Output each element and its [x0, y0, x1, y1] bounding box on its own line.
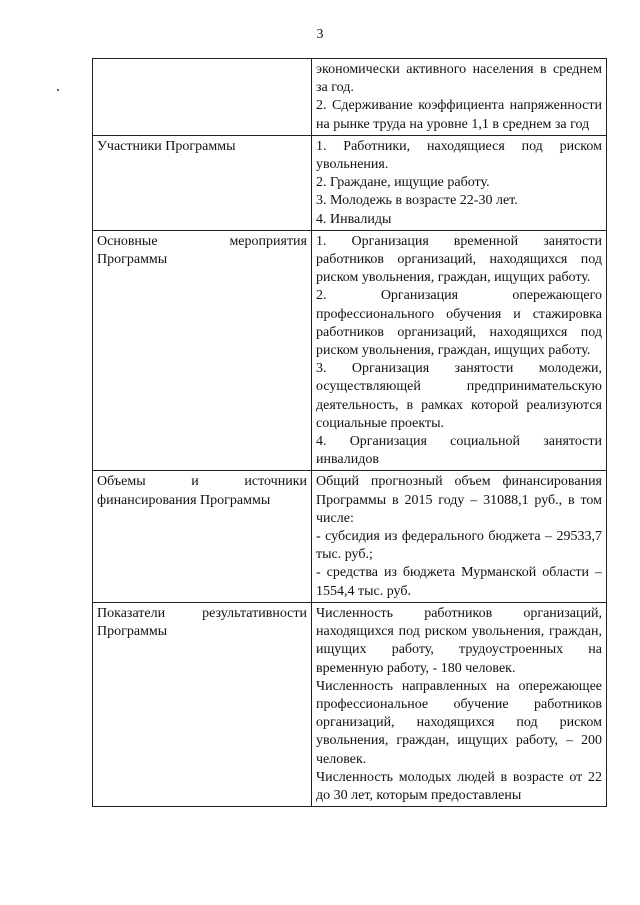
- content-paragraph: 1. Работники, находящиеся под риском увольнения.: [316, 138, 602, 173]
- content-paragraph: 1. Организация временной занятости работников организаций, находящихся под риском увольнения, граждан, ищущих работу.: [316, 233, 602, 286]
- content-paragraph: 3. Молодежь в возрасте 22-30 лет.: [316, 193, 518, 209]
- content-paragraph: - субсидия из федерального бюджета – 29533,7 тыс. руб.;: [316, 529, 602, 563]
- row-content-main-activities: [312, 230, 607, 471]
- row-label-participants: Участники Программы: [93, 135, 312, 230]
- table-row: [93, 59, 607, 136]
- content-paragraph: экономически активного населения в среднем за год.: [316, 62, 602, 96]
- content-paragraph: Численность работников организаций, находящихся под риском увольнения, граждан, ищущих работу, трудоустроенных на временную работу, - 180 человек.: [316, 605, 602, 676]
- row-label-funding: Объемы и источники финансирования Программы: [93, 471, 312, 602]
- content-paragraph: Численность молодых людей в возрасте от 22 до 30 лет, которым предоставлены: [316, 769, 602, 803]
- content-paragraph: 2. Граждане, ищущие работу.: [316, 175, 490, 191]
- row-label-indicators: Показатели результативности Программы: [93, 602, 312, 806]
- page-number: 3: [316, 27, 324, 42]
- row-label-main-activities: Основные мероприятия Программы: [93, 230, 312, 471]
- content-paragraph: 4. Инвалиды: [316, 211, 392, 227]
- content-paragraph: Общий прогнозный объем финансирования Программы в 2015 году – 31088,1 руб., в том числе:: [316, 474, 602, 526]
- content-paragraph: 3. Организация занятости молодежи, осуществляющей предпринимательскую деятельность, в рамках которой реализуются социальные проекты.: [316, 361, 602, 431]
- table-row: [93, 135, 607, 230]
- row-content-participants: [312, 135, 607, 230]
- table-row: [93, 602, 607, 806]
- row-content-continuation: [312, 59, 607, 136]
- table-row: [93, 471, 607, 602]
- content-paragraph: 2. Сдерживание коэффициента напряженности на рынке труда на уровне 1,1 в среднем за год: [316, 98, 602, 132]
- table-row: [93, 230, 607, 471]
- row-content-indicators: [312, 602, 607, 806]
- content-paragraph: 2. Организация опережающего профессионального обучения и стажировка работников организаций, находящихся под риском увольнения, граждан, ищущих работу.: [316, 288, 602, 359]
- content-paragraph: Численность направленных на опережающее профессиональное обучение работников организаций, находящихся под риском увольнения, граждан, ищущих работу, – 200 человек.: [316, 678, 602, 767]
- row-label-continuation: [93, 59, 312, 136]
- row-content-funding: [312, 471, 607, 602]
- content-paragraph: - средства из бюджета Мурманской области – 1554,4 тыс. руб.: [316, 565, 602, 599]
- content-paragraph: 4. Организация социальной занятости инвалидов: [316, 434, 602, 468]
- stray-dot-mark: [57, 89, 59, 91]
- program-passport-table: [92, 58, 607, 807]
